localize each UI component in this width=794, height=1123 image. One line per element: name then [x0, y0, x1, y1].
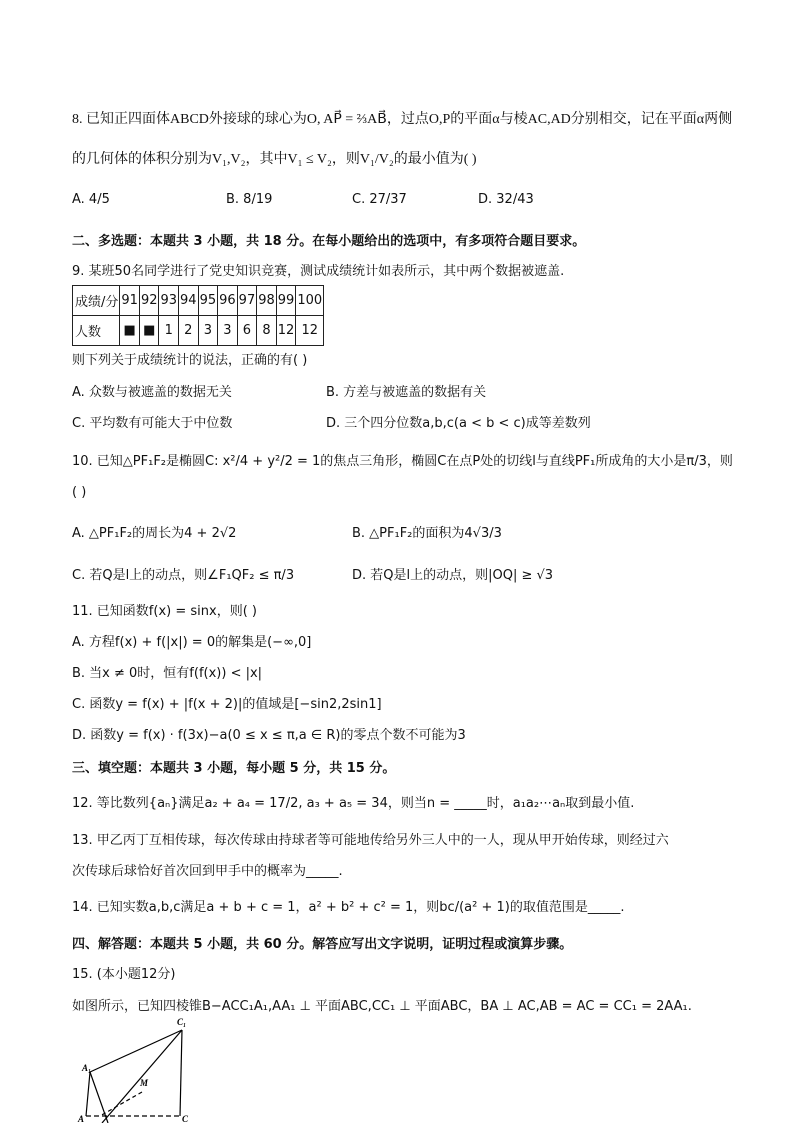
section-4-heading: 四、解答题：本题共 5 小题，共 60 分。解答应写出文字说明，证明过程或演算步骤。 [72, 937, 573, 952]
table-cell: 3 [218, 316, 238, 346]
table-header-cell: 91 [120, 286, 140, 316]
table-row [73, 286, 324, 316]
table-cell: 2 [179, 316, 199, 346]
q10-line2: ( ) [72, 485, 87, 500]
q11-stem: 11. 已知函数f(x) = sinx，则( ) [72, 604, 257, 619]
pyramid-figure [70, 1012, 210, 1123]
edge-a1b [90, 1072, 108, 1123]
label-a1: A₁ [82, 1063, 92, 1073]
table-header-cell: 95 [198, 286, 218, 316]
q14-text: 14. 已知实数a,b,c满足a + b + c = 1，a² + b² + c² = 1，则bc/(a² + 1)的取值范围是_____. [72, 900, 625, 915]
q11-option-d: D. 函数y = f(x) · f(3x)−a(0 ≤ x ≤ π,a ∈ R)的零点个数不可能为3 [72, 728, 466, 743]
q10-option-b: B. △PF₁F₂的面积为4√3/3 [352, 526, 502, 541]
table-cell: 12 [296, 316, 324, 346]
q8-line1: 8. 已知正四面体ABCD外接球的球心为O, AP⃗ = ⅔AB⃗，过点O,P的平面α与棱AC,AD分别相交，记在平面α两侧 [72, 112, 733, 127]
q10-line1: 10. 已知△PF₁F₂是椭圆C: x²/4 + y²/2 = 1的焦点三角形，椭圆C在点P处的切线l与直线PF₁所成角的大小是π/3，则 [72, 454, 733, 469]
q9-option-d: D. 三个四分位数a,b,c(a < b < c)成等差数列 [326, 416, 591, 431]
q15-header: 15. (本小题12分) [72, 967, 176, 982]
q10-option-d: D. 若Q是l上的动点，则|OQ| ≥ √3 [352, 568, 554, 583]
q9-option-c: C. 平均数有可能大于中位数 [72, 416, 233, 431]
table-header-cell: 92 [139, 286, 159, 316]
table-header-cell: 94 [179, 286, 199, 316]
q8-option-c: C. 27/37 [352, 192, 407, 207]
section-3-heading: 三、填空题：本题共 3 小题，每小题 5 分，共 15 分。 [72, 761, 396, 776]
label-c: C [182, 1114, 189, 1123]
label-c1: C₁ [177, 1017, 187, 1027]
q11-option-b: B. 当x ≠ 0时，恒有f(f(x)) < |x| [72, 666, 263, 681]
q13-line1: 13. 甲乙丙丁互相传球，每次传球由持球者等可能地传给另外三人中的一人，现从甲开始传球，则经过六 [72, 833, 669, 848]
q9-stem: 9. 某班50名同学进行了党史知识竞赛，测试成绩统计如表所示，其中两个数据被遮盖. [72, 264, 565, 279]
table-row [73, 316, 324, 346]
table-cell: 3 [198, 316, 218, 346]
q13-line2: 次传球后球恰好首次回到甲手中的概率为_____. [72, 864, 343, 879]
table-cell: 1 [159, 316, 179, 346]
q11-option-a: A. 方程f(x) + f(|x|) = 0的解集是(−∞,0] [72, 635, 312, 650]
q8-option-b: B. 8/19 [226, 192, 273, 207]
table-cell: 12 [276, 316, 296, 346]
table-header-cell: 100 [296, 286, 324, 316]
edge-bc1 [102, 1030, 182, 1123]
q9-question: 则下列关于成绩统计的说法，正确的有( ) [72, 353, 308, 368]
q8-option-d: D. 32/43 [478, 192, 534, 207]
table-cell: 8 [257, 316, 277, 346]
table-cell: ■ [139, 316, 159, 346]
label-m: M [140, 1078, 149, 1088]
q12-text: 12. 等比数列{aₙ}满足a₂ + a₄ = 17/2, a₃ + a₅ = 34，则当n = _____时，a₁a₂⋯aₙ取到最小值. [72, 796, 635, 811]
q8-option-a: A. 4/5 [72, 192, 110, 207]
q9-option-b: B. 方差与被遮盖的数据有关 [326, 385, 487, 400]
table-header-cell: 97 [237, 286, 257, 316]
q10-option-c: C. 若Q是l上的动点，则∠F₁QF₂ ≤ π/3 [72, 568, 295, 583]
table-header-cell: 99 [276, 286, 296, 316]
q15-stem: 如图所示，已知四棱锥B−ACC₁A₁,AA₁ ⊥ 平面ABC,CC₁ ⊥ 平面ABC，BA ⊥ AC,AB = AC = CC₁ = 2AA₁. [72, 999, 692, 1014]
q8-line2: 的几何体的体积分别为V₁,V₂，其中V₁ ≤ V₂，则V₁/V₂的最小值为( ) [72, 152, 477, 167]
score-table [72, 285, 324, 346]
edge-cc1 [180, 1030, 182, 1116]
edge-am [100, 1092, 142, 1116]
table-header-cell: 93 [159, 286, 179, 316]
edge-aa1 [86, 1072, 90, 1116]
label-a: A [78, 1114, 85, 1123]
table-cell: ■ [120, 316, 140, 346]
q11-option-c: C. 函数y = f(x) + |f(x + 2)|的值域是[−sin2,2sin1] [72, 697, 382, 712]
table-header-cell: 98 [257, 286, 277, 316]
table-cell: 人数 [73, 316, 120, 346]
q9-option-a: A. 众数与被遮盖的数据无关 [72, 385, 232, 400]
q10-option-a: A. △PF₁F₂的周长为4 + 2√2 [72, 526, 237, 541]
table-cell: 6 [237, 316, 257, 346]
edge-a1c1 [90, 1030, 182, 1072]
table-header-cell: 96 [218, 286, 238, 316]
table-header-cell: 成绩/分 [73, 286, 120, 316]
section-2-heading: 二、多选题：本题共 3 小题，共 18 分。在每小题给出的选项中，有多项符合题目要求。 [72, 234, 586, 249]
